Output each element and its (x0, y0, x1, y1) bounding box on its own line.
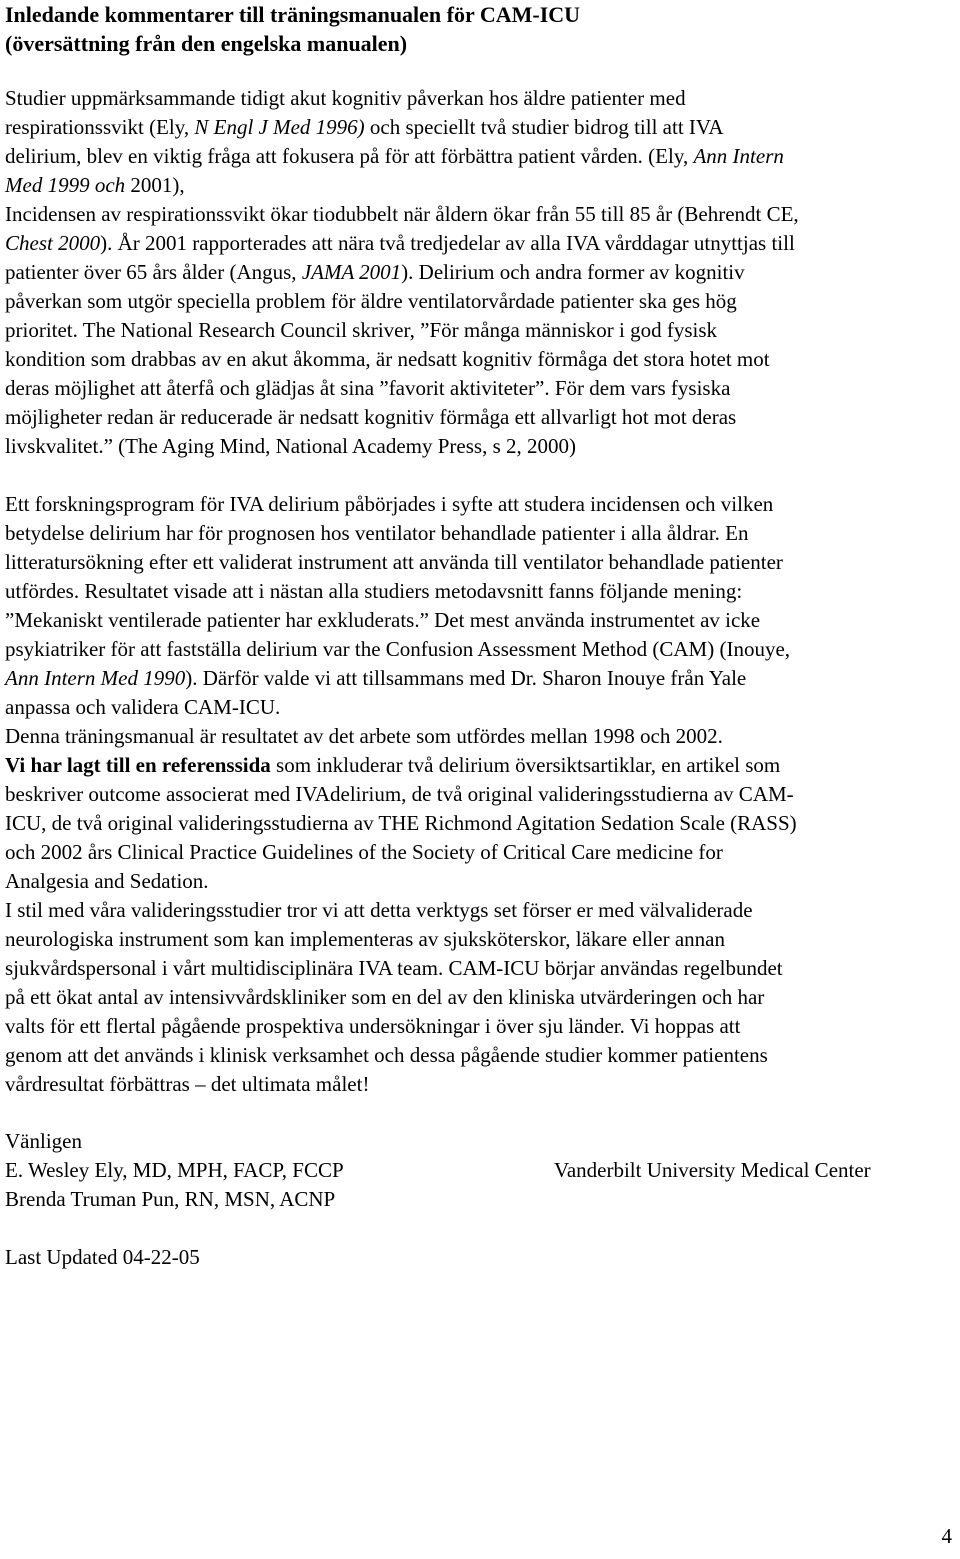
signature-row (5, 1156, 960, 1185)
text-line: Analgesia and Sedation. (5, 869, 209, 893)
text-line: Med 1999 och 2001), (5, 173, 185, 197)
text-line: patienter över 65 års ålder (Angus, JAMA 2001). Delirium och andra former av kognitiv (5, 260, 745, 284)
text-line: möjligheter redan är reducerade är nedsatt kognitiv förmåga ett allvarligt hot mot deras (5, 405, 737, 429)
text-line: Studier uppmärksammande tidigt akut kognitiv påverkan hos äldre patienter med (5, 86, 686, 110)
document-title (5, 0, 960, 58)
text-line: psykiatriker för att fastställa delirium var the Confusion Assessment Method (CAM) (Inouye, (5, 637, 791, 661)
text-line: livskvalitet.” (The Aging Mind, National Academy Press, s 2, 2000) (5, 434, 576, 458)
text-line: vårdresultat förbättras – det ultimata målet! (5, 1072, 370, 1096)
text-line: delirium, blev en viktig fråga att fokusera på för att förbättra patient vården. (Ely, Ann Intern (5, 144, 784, 168)
signature-block (5, 1127, 960, 1214)
reference-page-emphasis: Vi har lagt till en referenssida (5, 753, 271, 777)
intro-paragraph (5, 84, 960, 461)
text-line: ICU, de två original valideringsstudierna av THE Richmond Agitation Sedation Scale (RASS) (5, 811, 797, 835)
text-line: litteratursökning efter ett validerat instrument att använda till ventilator behandlade patienter (5, 550, 783, 574)
text-line: ”Mekaniskt ventilerade patienter har exkluderats.” Det mest använda instrumentet av icke (5, 608, 761, 632)
spacer (5, 58, 960, 84)
text-line: deras möjlighet att återfå och glädjas åt sina ”favorit aktiviteter”. För dem vars fysiska (5, 376, 731, 400)
text-line: respirationssvikt (Ely, N Engl J Med 1996) och speciellt två studier bidrog till att IVA (5, 115, 724, 139)
text-line: I stil med våra valideringsstudier tror vi att detta verktygs set förser er med välvaliderade (5, 898, 753, 922)
text-line: genom att det används i klinisk verksamhet och dessa pågående studier kommer patientens (5, 1043, 768, 1067)
signer-name: E. Wesley Ely, MD, MPH, FACP, FCCP (5, 1158, 344, 1182)
signer-name: Brenda Truman Pun, RN, MSN, ACNP (5, 1187, 336, 1211)
text-line: kondition som drabbas av en akut åkomma, är nedsatt kognitiv förmåga det stora hotet mot (5, 347, 770, 371)
text-line: Vi har lagt till en referenssida som inkluderar två delirium översiktsartiklar, en artikel som (5, 753, 781, 777)
greeting: Vänligen (5, 1129, 82, 1153)
text-line: prioritet. The National Research Council skriver, ”För många människor i god fysisk (5, 318, 718, 342)
text-line: Denna träningsmanual är resultatet av det arbete som utfördes mellan 1998 och 2002. (5, 724, 723, 748)
spacer (5, 1214, 960, 1243)
institution-name: Vanderbilt University Medical Center (554, 1158, 871, 1182)
text-line: Chest 2000). År 2001 rapporterades att nära två tredjedelar av alla IVA vårddagar utnyttjas till (5, 231, 795, 255)
text-line: valts för ett flertal pågående prospektiva undersökningar i över sju länder. Vi hoppas att (5, 1014, 741, 1038)
last-updated: Last Updated 04-22-05 (5, 1245, 200, 1269)
title-line-1: Inledande kommentarer till träningsmanualen för CAM-ICU (5, 2, 581, 27)
text-line: beskriver outcome associerat med IVAdelirium, de två original valideringsstudierna av CAM- (5, 782, 794, 806)
spacer (5, 1099, 960, 1127)
text-line: neurologiska instrument som kan implementeras av sjuksköterskor, läkare eller annan (5, 927, 725, 951)
text-line: betydelse delirium har för prognosen hos ventilator behandlade patienter i alla åldrar. En (5, 521, 749, 545)
research-paragraph (5, 490, 960, 1099)
document-page (5, 0, 960, 1272)
text-line: Ann Intern Med 1990). Därför valde vi att tillsammans med Dr. Sharon Inouye från Yale (5, 666, 747, 690)
page-number: 4 (941, 1524, 952, 1548)
text-line: och 2002 års Clinical Practice Guidelines of the Society of Critical Care medicine for (5, 840, 723, 864)
text-line: påverkan som utgör speciella problem för äldre ventilatorvårdade patienter ska ges hög (5, 289, 737, 313)
title-line-2: (översättning från den engelska manualen) (5, 31, 408, 56)
text-line: utfördes. Resultatet visade att i nästan alla studiers metodavsnitt fanns följande mening: (5, 579, 743, 603)
text-line: på ett ökat antal av intensivvårdskliniker som en del av den kliniska utvärderingen och har (5, 985, 765, 1009)
spacer (5, 461, 960, 490)
text-line: Incidensen av respirationssvikt ökar tiodubbelt när åldern ökar från 55 till 85 år (Behrendt CE, (5, 202, 799, 226)
text-line: anpassa och validera CAM-ICU. (5, 695, 281, 719)
text-line: sjukvårdspersonal i vårt multidisciplinära IVA team. CAM-ICU börjar användas regelbundet (5, 956, 783, 980)
text-line: Ett forskningsprogram för IVA delirium påbörjades i syfte att studera incidensen och vilken (5, 492, 774, 516)
